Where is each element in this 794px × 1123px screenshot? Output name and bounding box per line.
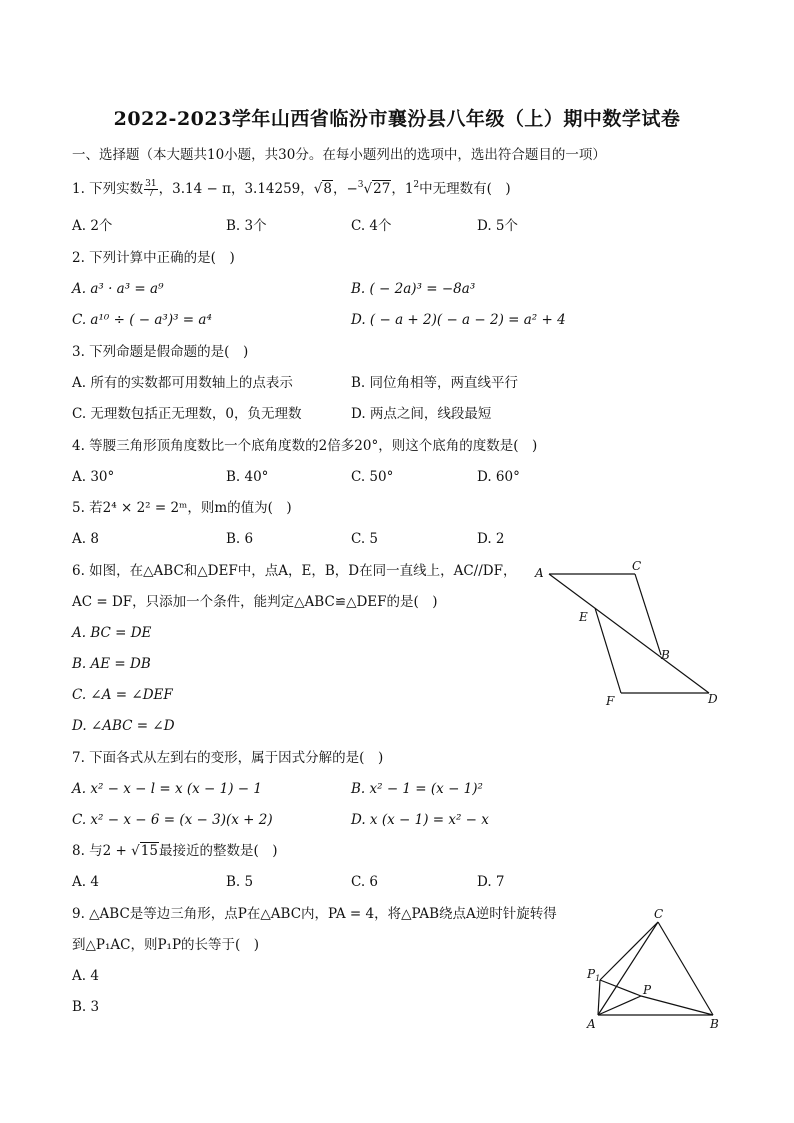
q4-option-a: A. 30° bbox=[72, 469, 115, 485]
label-c: C bbox=[632, 560, 642, 573]
q6-option-c: C. ∠A = ∠DEF bbox=[72, 687, 173, 703]
q1-option-b: B. 3个 bbox=[226, 218, 267, 234]
page-title: 2022-2023学年山西省临汾市襄汾县八年级（上）期中数学试卷 bbox=[113, 108, 681, 130]
q9-option-a: A. 4 bbox=[72, 968, 99, 984]
question-5-stem: 5. 若2⁴ × 2² = 2ᵐ，则m的值为( ) bbox=[72, 500, 292, 516]
question-2-stem: 2. 下列计算中正确的是( ) bbox=[72, 250, 235, 266]
label-a: A bbox=[587, 1017, 596, 1031]
segment-p1p bbox=[600, 980, 641, 996]
q9-option-b: B. 3 bbox=[72, 999, 100, 1015]
q3-option-d: D. 两点之间，线段最短 bbox=[351, 406, 492, 422]
q8-option-d: D. 7 bbox=[477, 874, 505, 890]
question-9-stem-line1: 9. △ABC是等边三角形，点P在△ABC内，PA = 4，将△PAB绕点A逆时针旋转得 bbox=[72, 906, 557, 922]
segment-cb bbox=[635, 574, 661, 655]
q9-geometry-figure bbox=[578, 900, 738, 1040]
q7-option-b: B. x² − 1 = (x − 1)² bbox=[351, 781, 483, 797]
q5-option-b: B. 6 bbox=[226, 531, 254, 547]
q2-option-b: B. ( − 2a)³ = −8a³ bbox=[351, 281, 476, 297]
q6-option-d: D. ∠ABC = ∠D bbox=[72, 718, 175, 734]
label-p: P bbox=[643, 983, 652, 997]
q3-option-a: A. 所有的实数都可用数轴上的点表示 bbox=[72, 375, 293, 391]
question-7-stem: 7. 下面各式从左到右的变形，属于因式分解的是( ) bbox=[72, 750, 384, 766]
q5-option-c: C. 5 bbox=[351, 531, 379, 547]
q5-option-d: D. 2 bbox=[477, 531, 505, 547]
segment-ad bbox=[549, 574, 709, 693]
q8-option-a: A. 4 bbox=[72, 874, 99, 890]
q3-option-b: B. 同位角相等，两直线平行 bbox=[351, 375, 519, 391]
q8-option-b: B. 5 bbox=[226, 874, 254, 890]
label-f: F bbox=[606, 694, 615, 708]
q6-option-a: A. BC = DE bbox=[72, 625, 152, 641]
q7-option-a: A. x² − x − l = x (x − 1) − 1 bbox=[72, 781, 262, 797]
question-9-stem-line2: 到△P₁AC，则P₁P的长等于( ) bbox=[72, 937, 260, 953]
q7-option-d: D. x (x − 1) = x² − x bbox=[351, 812, 489, 828]
q4-option-d: D. 60° bbox=[477, 469, 520, 485]
question-8-stem: 8. 与2 + √15最接近的整数是( ) bbox=[72, 843, 278, 859]
label-b: B bbox=[710, 1017, 719, 1031]
fraction: $\frac{31}{7}$ bbox=[145, 179, 157, 199]
label-p1: $P_1$ bbox=[587, 967, 601, 983]
q1-option-d: D. 5个 bbox=[477, 218, 519, 234]
section-heading: 一、选择题（本大题共10小题，共30分。在每小题列出的选项中，选出符合题目的一项） bbox=[72, 147, 606, 163]
q2-option-d: D. ( − a + 2)( − a − 2) = a² + 4 bbox=[351, 312, 566, 328]
q2-option-c: C. a¹⁰ ÷ ( − a³)³ = a⁴ bbox=[72, 312, 212, 328]
question-1-stem: 1. 下列实数 $\frac{31}{7}$ ，3.14 − π，3.14259，√8，−$^3$√27，$1^2$中无理数有( ) bbox=[72, 179, 511, 199]
segment-cb bbox=[658, 922, 713, 1015]
label-c: C bbox=[654, 907, 664, 921]
label-e: E bbox=[579, 610, 588, 624]
label-a: A bbox=[535, 566, 544, 580]
question-3-stem: 3. 下列命题是假命题的是( ) bbox=[72, 344, 249, 360]
q7-option-c: C. x² − x − 6 = (x − 3)(x + 2) bbox=[72, 812, 273, 828]
segment-ap1 bbox=[598, 980, 600, 1015]
question-4-stem: 4. 等腰三角形顶角度数比一个底角度数的2倍多20°，则这个底角的度数是( ) bbox=[72, 438, 538, 454]
segment-ac bbox=[598, 922, 658, 1015]
q2-option-a: A. a³ · a³ = a⁹ bbox=[72, 281, 164, 297]
label-b: B bbox=[661, 648, 670, 662]
q5-option-a: A. 8 bbox=[72, 531, 99, 547]
q6-option-b: B. AE = DB bbox=[72, 656, 151, 672]
segment-ef bbox=[595, 608, 621, 693]
q1-option-c: C. 4个 bbox=[351, 218, 392, 234]
q6-geometry-figure bbox=[525, 560, 735, 710]
q4-option-b: B. 40° bbox=[226, 469, 269, 485]
question-6-stem-line1: 6. 如图，在△ABC和△DEF中，点A，E，B，D在同一直线上，AC//DF， bbox=[72, 563, 517, 579]
q4-option-c: C. 50° bbox=[351, 469, 394, 485]
label-d: D bbox=[708, 692, 718, 706]
question-6-stem-line2: AC = DF，只添加一个条件，能判定△ABC≌△DEF的是( ) bbox=[72, 594, 438, 610]
segment-pb bbox=[641, 996, 713, 1015]
segment-p1c bbox=[600, 922, 658, 980]
q1-option-a: A. 2个 bbox=[72, 218, 113, 234]
q3-option-c: C. 无理数包括正无理数，0，负无理数 bbox=[72, 406, 302, 422]
q8-option-c: C. 6 bbox=[351, 874, 379, 890]
